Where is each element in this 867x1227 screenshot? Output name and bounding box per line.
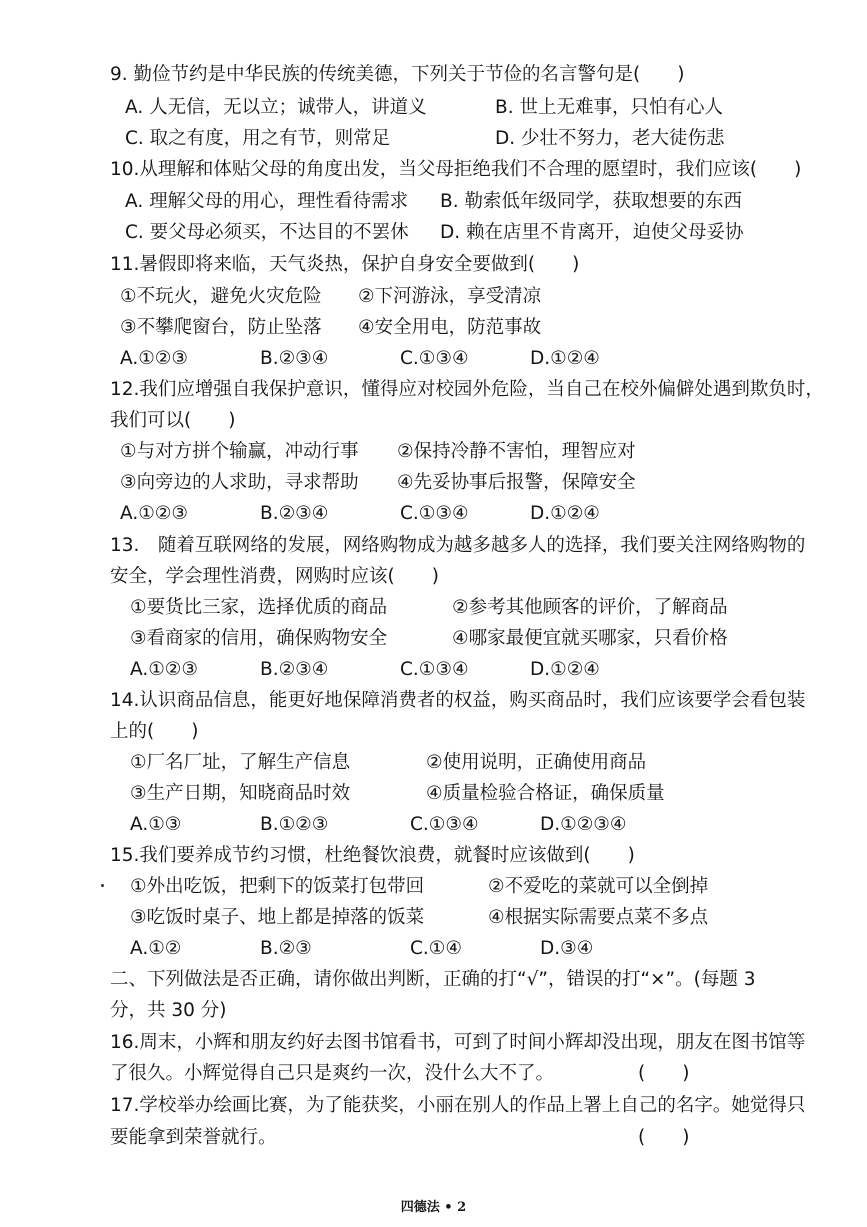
q15-item-1: ①外出吃饭，把剩下的饭菜打包带回: [130, 876, 425, 897]
q11-option-d: D.①②④: [530, 348, 600, 369]
q14-item-3: ③生产日期，知晓商品时效: [130, 783, 351, 804]
q11-stem: 11.暑假即将来临，天气炎热，保护自身安全要做到( ): [110, 254, 580, 275]
q14-item-1: ①厂名厂址，了解生产信息: [130, 752, 351, 773]
q16-text: 了很久。小辉觉得自己只是爽约一次，没什么大不了。: [110, 1063, 555, 1084]
q14-option-d: D.①②③④: [540, 814, 627, 835]
q14-option-b: B.①②③: [260, 814, 329, 835]
q12-item-4: ④先妥协事后报警，保障安全: [397, 472, 636, 493]
q14-stem-line-1: 14.认识商品信息，能更好地保障消费者的权益，购买商品时，我们应该要学会看包装: [110, 690, 806, 711]
scan-speck: [101, 884, 104, 887]
q12-item-3: ③向旁边的人求助，寻求帮助: [120, 472, 359, 493]
q9-option-b: B. 世上无难事，只怕有心人: [495, 97, 723, 118]
q12-option-c: C.①③④: [400, 503, 469, 524]
q13-item-2: ②参考其他顾客的评价，了解商品: [452, 597, 728, 618]
q14-item-4: ④质量检验合格证，确保质量: [426, 783, 665, 804]
q16-line-2: [110, 1063, 807, 1085]
q10-option-a: A. 理解父母的用心，理性看待需求: [125, 191, 409, 212]
q13-stem-line-1: 13. 随着互联网络的发展，网络购物成为越多越多人的选择，我们要关注网络购物的: [110, 535, 806, 556]
q10-option-b: B. 勒索低年级同学，获取想要的东西: [440, 191, 742, 212]
q11-item-2: ②下河游泳，享受清凉: [358, 286, 542, 307]
q11-option-b: B.②③④: [260, 348, 329, 369]
q9-stem: 9. 勤俭节约是中华民族的传统美德，下列关于节俭的名言警句是( ): [110, 64, 685, 85]
q13-item-3: ③看商家的信用，确保购物安全: [130, 628, 388, 649]
section2-heading-line-1: 二、下列做法是否正确，请你做出判断，正确的打“√”，错误的打“×”。(每题 3: [110, 969, 756, 990]
q12-option-d: D.①②④: [530, 503, 600, 524]
q12-option-b: B.②③④: [260, 503, 329, 524]
q17-text: 要能拿到荣誉就行。: [110, 1127, 277, 1148]
q15-option-b: B.②③: [260, 938, 312, 959]
q15-item-2: ②不爱吃的菜就可以全倒掉: [488, 876, 709, 897]
q12-item-1: ①与对方拼个输赢，冲动行事: [120, 441, 359, 462]
q14-item-2: ②使用说明，正确使用商品: [426, 752, 647, 773]
q13-option-c: C.①③④: [400, 659, 469, 680]
q10-stem: 10.从理解和体贴父母的角度出发，当父母拒绝我们不合理的愿望时，我们应该( ): [110, 159, 802, 180]
q9-option-d: D. 少壮不努力，老大徒伤悲: [495, 128, 725, 149]
q15-item-4: ④根据实际需要点菜不多点: [488, 907, 709, 928]
q12-stem-line-1: 12.我们应增强自我保护意识，懂得应对校园外危险，当自己在校外偏僻处遇到欺负时，: [110, 379, 824, 400]
q13-option-a: A.①②③: [130, 659, 198, 680]
q16-line-1: 16.周末，小辉和朋友约好去图书馆看书，可到了时间小辉却没出现，朋友在图书馆等: [110, 1032, 806, 1053]
q14-option-a: A.①③: [130, 814, 182, 835]
q12-item-2: ②保持冷静不害怕，理智应对: [397, 441, 636, 462]
q13-stem-line-2: 安全，学会理性消费，网购时应该( ): [110, 566, 439, 587]
q17-line-1: 17.学校举办绘画比赛，为了能获奖，小丽在别人的作品上署上自己的名字。她觉得只: [110, 1095, 806, 1116]
section2-heading-line-2: 分，共 30 分): [110, 1000, 227, 1021]
page-footer: 四德法 • 2: [400, 1200, 467, 1215]
q15-option-a: A.①②: [130, 938, 182, 959]
q15-stem: 15.我们要养成节约习惯，杜绝餐饮浪费，就餐时应该做到( ): [110, 845, 635, 866]
q17-line-2: [110, 1127, 807, 1149]
q12-option-a: A.①②③: [120, 503, 188, 524]
q9-option-a: A. 人无信，无以立；诚带人，讲道义: [125, 97, 427, 118]
q15-option-d: D.③④: [540, 938, 594, 959]
q14-stem-line-2: 上的( ): [110, 721, 199, 742]
q17-answer-blank: ( ): [638, 1127, 690, 1148]
q16-answer-blank: ( ): [638, 1063, 690, 1084]
q14-option-c: C.①③④: [410, 814, 479, 835]
q13-option-d: D.①②④: [530, 659, 600, 680]
q9-option-c: C. 取之有度，用之有节，则常足: [125, 128, 391, 149]
q13-option-b: B.②③④: [260, 659, 329, 680]
q11-item-3: ③不攀爬窗台，防止坠落: [120, 317, 322, 338]
q11-item-4: ④安全用电，防范事故: [358, 317, 542, 338]
q12-stem-line-2: 我们可以( ): [110, 410, 236, 431]
q10-option-c: C. 要父母必须买，不达目的不罢休: [125, 222, 409, 243]
q11-item-1: ①不玩火，避免火灾危险: [120, 286, 322, 307]
q11-option-a: A.①②③: [120, 348, 188, 369]
q15-option-c: C.①④: [410, 938, 462, 959]
q10-option-d: D. 赖在店里不肯离开，迫使父母妥协: [440, 222, 744, 243]
q11-option-c: C.①③④: [400, 348, 469, 369]
q13-item-4: ④哪家最便宜就买哪家，只看价格: [452, 628, 728, 649]
q13-item-1: ①要货比三家，选择优质的商品: [130, 597, 388, 618]
q15-item-3: ③吃饭时桌子、地上都是掉落的饭菜: [130, 907, 425, 928]
